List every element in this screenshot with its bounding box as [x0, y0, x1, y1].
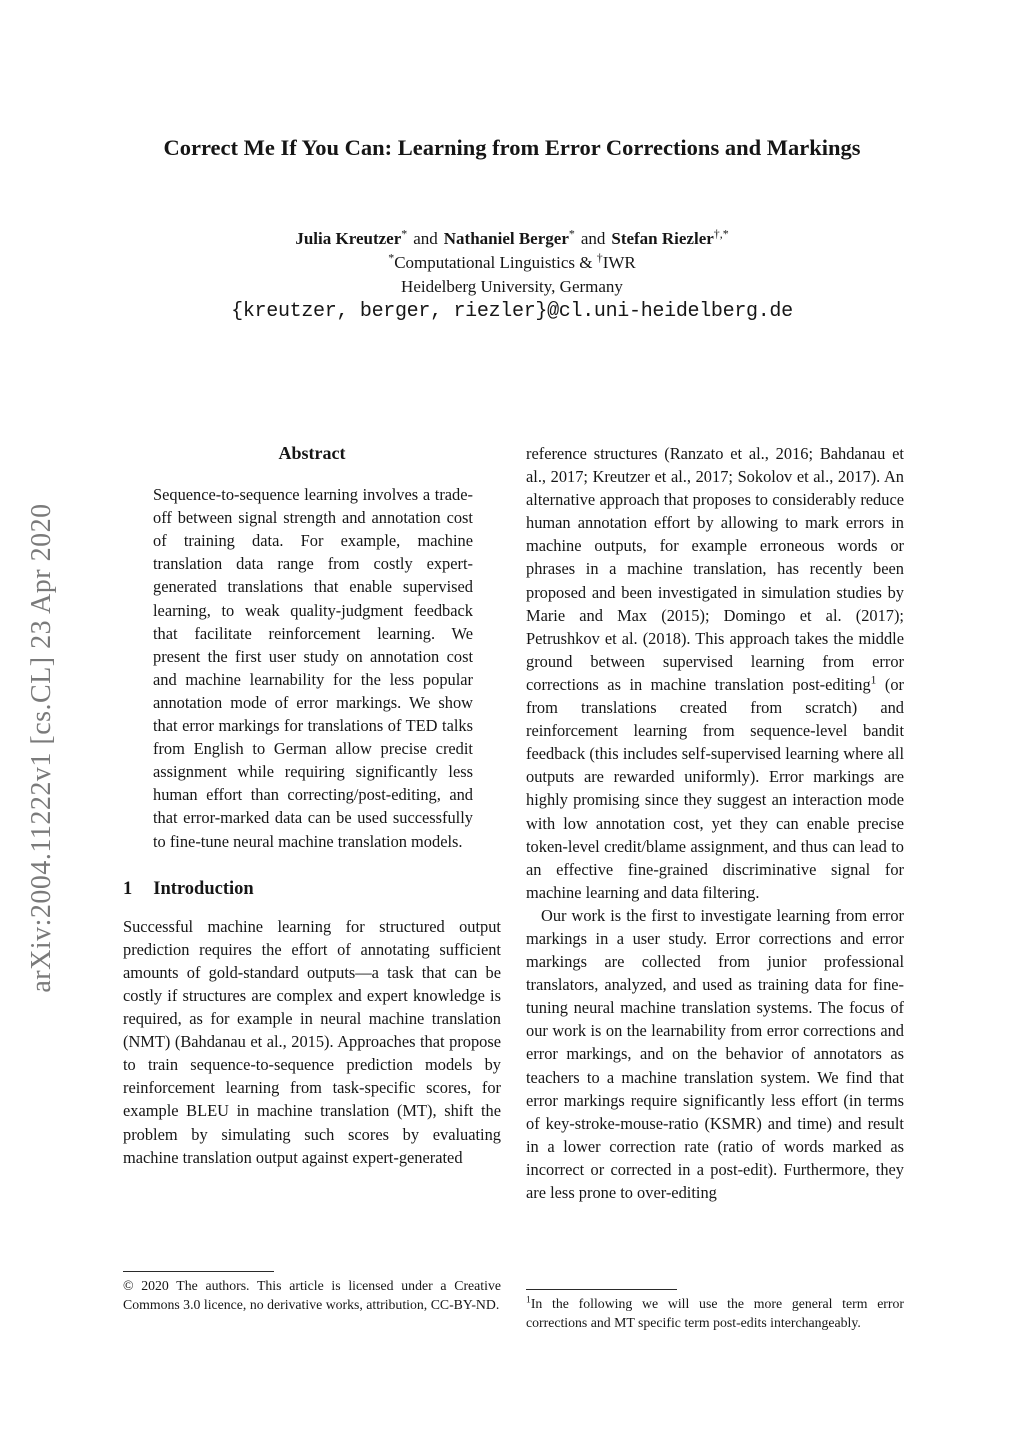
section-title: Introduction [153, 878, 254, 899]
abstract-heading: Abstract [278, 443, 346, 463]
footnote-rule [526, 1289, 677, 1290]
arxiv-watermark: arXiv:2004.11222v1 [cs.CL] 23 Apr 2020 [26, 503, 57, 993]
affil-mark: * [388, 250, 395, 265]
paper-title: Correct Me If You Can: Learning from Error Corrections and Markings [163, 135, 861, 160]
license-footnote-text: © 2020 The authors. This article is licensed under a Creative Commons 3.0 licence, no derivative works, attribution, CC-BY-ND. [123, 1278, 501, 1312]
terminology-footnote [526, 1289, 904, 1332]
intro-paragraph-right-2: Our work is the first to investigate learning from error markings in a user study. Error corrections and error markings are collected from junior professional translators, analyzed, and used as training data for fine-tuning neural machine translation systems. The focus of our work is on the learnability from error corrections and error markings, and on the behavior of annotators as teachers to a machine translation system. We find that error markings require significantly less effort (in terms of key-stroke-mouse-ratio (KSMR) and time) and result in a lower correction rate (ratio of words marked as incorrect or corrected in a post-edit). Furthermore, they are less prone to over-editing [526, 905, 904, 1202]
author-header [0, 226, 1024, 325]
and-separator: and [413, 229, 438, 248]
email-line: {kreutzer, berger, riezler}@cl.uni-heidelberg.de [231, 300, 793, 323]
author-affil-mark: * [401, 226, 408, 241]
intro-paragraph-left: Successful machine learning for structured output prediction requires the effort of annotating sufficient amounts of gold-standard outputs—a task that can be costly if structures are complex and expert knowledge is required, as for example in neural machine translation (NMT) (Bahdanau et al., 2015). Approaches that propose to train sequence-to-sequence prediction models by reinforcement learning from task-specific scores, for example BLEU in machine translation (MT), shift the problem by simulating such scores by evaluating machine translation output against expert-generated [123, 916, 501, 1167]
intro-paragraph-right-1 [526, 442, 904, 904]
author-affil-mark: * [568, 226, 575, 241]
section-heading-introduction [123, 878, 501, 901]
section-number: 1 [123, 878, 133, 899]
author-name: Stefan Riezler [611, 229, 714, 248]
author-name: Julia Kreutzer [295, 229, 402, 248]
affiliation-line [0, 251, 1024, 275]
footnote-text: In the following we will use the more general term error corrections and MT specific term post-edits interchangeably. [526, 1296, 904, 1330]
affiliation-text: IWR [602, 253, 636, 272]
author-name: Nathaniel Berger [443, 229, 569, 248]
and-separator: and [580, 229, 606, 248]
footnote-number: 1 [526, 1294, 531, 1306]
university-line: Heidelberg University, Germany [401, 277, 623, 296]
affiliation-text: Computational Linguistics & [394, 253, 597, 272]
terminology-footnote-text [526, 1295, 904, 1332]
abstract-body: Sequence-to-sequence learning involves a trade-off between signal strength and annotation cost of training data. For example, machine translation data range from costly expert-generated translations that enable supervised learning, to weak quality-judgment feedback that facilitate reinforcement learning. We present the first user study on annotation cost and machine learnability for the less popular annotation mode of error markings. We show that error markings for translations of TED talks from English to German allow precise credit assignment while requiring significantly less human effort than correcting/post-editing, and that error-marked data can be used successfully to fine-tune neural machine translation models. [153, 485, 473, 851]
license-footnote [123, 1271, 501, 1314]
paragraph-text: reference structures (Ranzato et al., 2016; Bahdanau et al., 2017; Kreutzer et al., 2017; Sokolov et al., 2017). An alternative approach that proposes to considerably reduce human annotation effort by allowing to mark errors in machine outputs, for example erroneous words or phrases in a machine translation, has recently been proposed and been investigated in simulation studies by Marie and Max (2015); Domingo et al. (2017); Petrushkov et al. (2018). This approach takes the middle ground between supervised learning from error corrections as in machine translation post-editing [526, 444, 904, 694]
affil-mark: † [596, 250, 603, 265]
author-affil-mark: †,* [713, 226, 729, 241]
left-column [123, 442, 501, 1169]
authors-line [0, 226, 1024, 251]
right-column [526, 442, 904, 1204]
paragraph-text: (or from translations created from scratch) and reinforcement learning from sequence-level bandit feedback (this includes self-supervised learning where all outputs are rewarded uniformly). Error markings are highly promising since they suggest an interaction mode with low annotation cost, yet they can enable precise token-level credit/blame assignment, and thus can lead to an effective fine-grained discriminative signal for machine learning and data filtering. [526, 674, 904, 902]
footnote-ref-1: 1 [870, 674, 877, 687]
footnote-rule [123, 1271, 274, 1272]
